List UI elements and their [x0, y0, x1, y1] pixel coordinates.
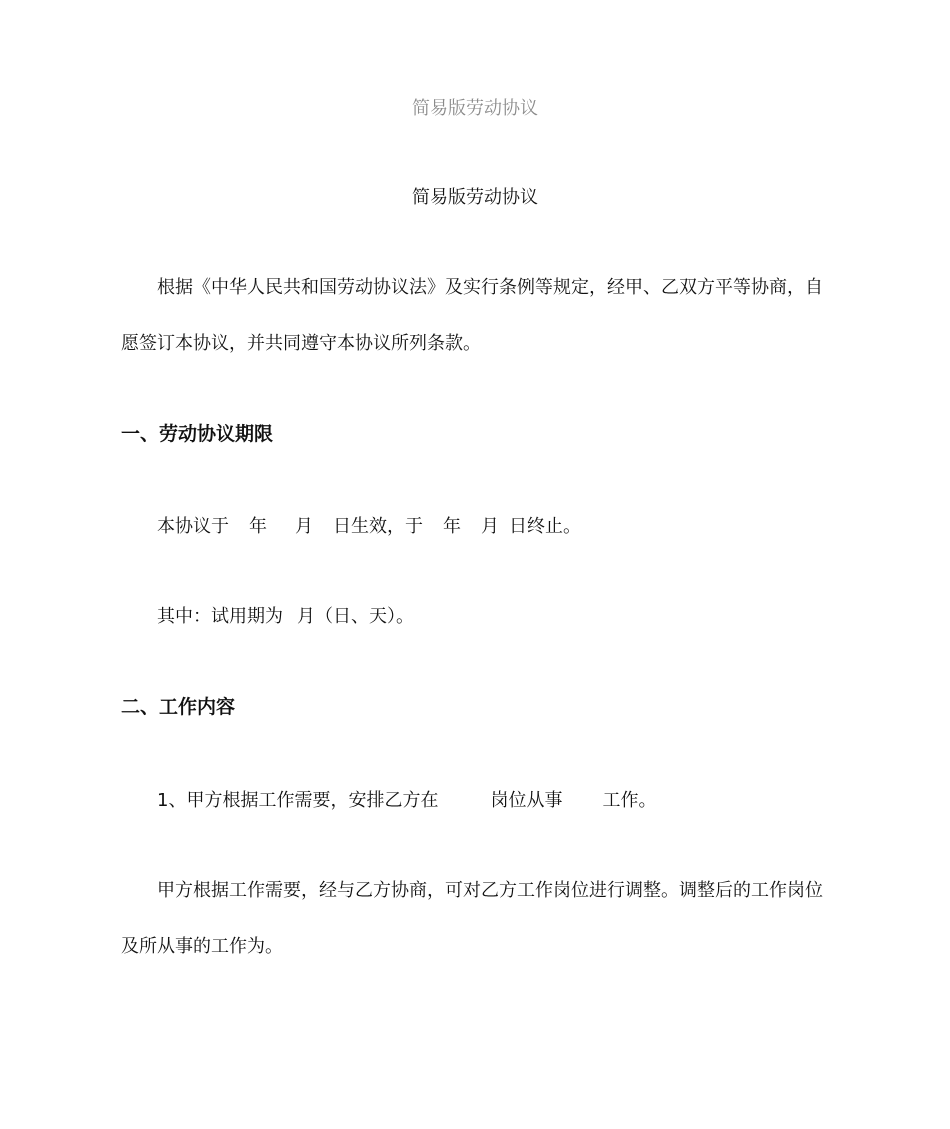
term-day-2: 日终止。 — [509, 516, 581, 537]
term-text-start: 本协议于 — [157, 516, 229, 537]
document-title: 简易版劳动协议 — [412, 187, 538, 208]
assignment-sentence — [157, 789, 656, 813]
assignment-text-end: 工作。 — [602, 790, 657, 811]
adjust-line-1: 甲方根据工作需要，经与乙方协商，可对乙方工作岗位进行调整。调整后的工作岗位 — [157, 880, 823, 901]
probation-sentence — [157, 605, 414, 629]
assignment-text-start: 1、甲方根据工作需要，安排乙方在 — [157, 790, 439, 811]
term-month-1: 月 — [295, 516, 313, 537]
page-header-title: 简易版劳动协议 — [412, 98, 538, 119]
probation-text-end: 月（日、天）。 — [297, 606, 414, 627]
assignment-text-mid: 岗位从事 — [490, 790, 563, 811]
term-year-2: 年 — [443, 516, 461, 537]
adjust-line-2: 及所从事的工作为。 — [121, 936, 283, 957]
probation-text-start: 其中：试用期为 — [157, 606, 283, 627]
term-month-2: 月 — [481, 516, 499, 537]
intro-line-1: 根据《中华人民共和国劳动协议法》及实行条例等规定，经甲、乙双方平等协商，自 — [157, 277, 823, 298]
term-sentence — [157, 515, 581, 539]
section-1-heading: 一、劳动协议期限 — [121, 423, 274, 445]
term-year-1: 年 — [249, 516, 267, 537]
term-day-1: 日生效，于 — [333, 516, 423, 537]
intro-line-2: 愿签订本协议，并共同遵守本协议所列条款。 — [121, 333, 481, 354]
section-2-heading: 二、工作内容 — [121, 696, 236, 718]
